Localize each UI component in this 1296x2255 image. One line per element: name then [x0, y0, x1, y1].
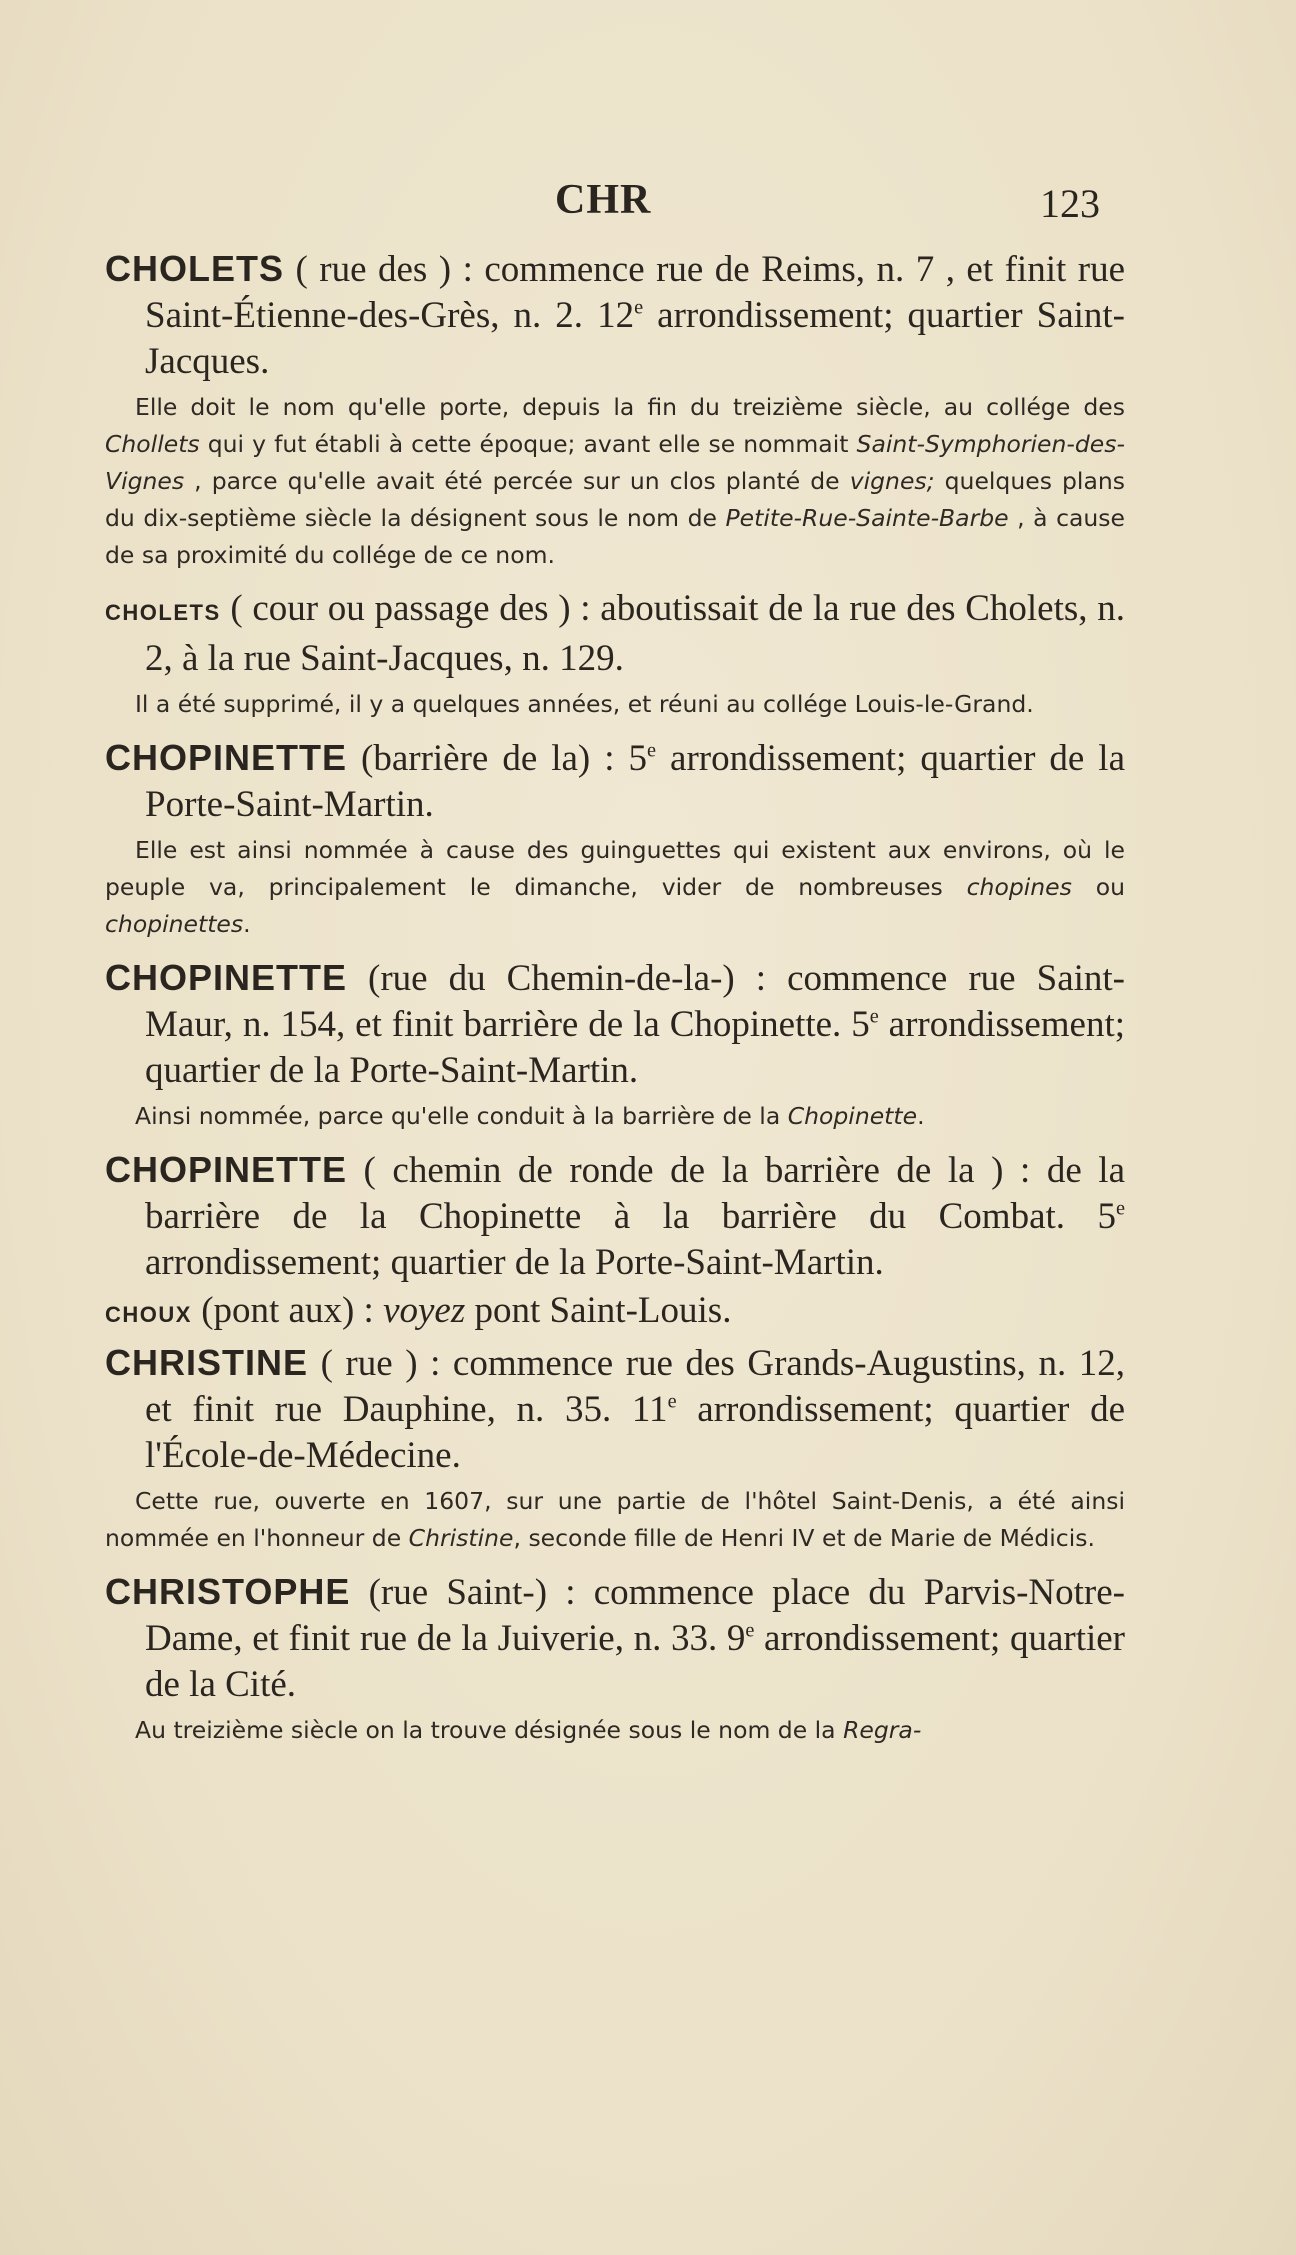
- headword: CHRISTOPHE: [105, 1571, 351, 1612]
- superscript: e: [745, 1619, 755, 1642]
- note-text: .: [917, 1102, 925, 1130]
- entry-cholets-cour: [105, 586, 1125, 723]
- note-italic: chopines: [966, 873, 1072, 901]
- note-text: , à cause de sa proximité du collége de ce nom.: [105, 504, 1126, 569]
- cross-reference: voyez: [383, 1290, 466, 1331]
- note-italic: Chollets: [105, 430, 200, 458]
- headword: CHRISTINE: [105, 1342, 309, 1383]
- page-header: [0, 176, 1296, 226]
- note-text: Au treizième siècle on la trouve désignée sous le nom de la: [135, 1716, 844, 1744]
- note-text: ou: [1071, 873, 1125, 901]
- running-head: CHR: [555, 177, 652, 223]
- entry-text: ( rue ) : commence rue des Grands-Augustins, n. 12, et finit rue Dauphine, n. 35. 11: [145, 1343, 1125, 1430]
- note-italic: Petite-Rue-Sainte-Barbe: [725, 504, 1009, 532]
- superscript: e: [869, 1005, 879, 1028]
- entry-christophe: [105, 1569, 1125, 1749]
- entry-main-text: [105, 1147, 1125, 1286]
- entry-choux: [105, 1288, 1125, 1338]
- headword: CHOPINETTE: [105, 737, 348, 778]
- entry-text: pont Saint-Louis.: [465, 1290, 732, 1331]
- entry-note: [105, 1098, 1125, 1135]
- page-number: 123: [1040, 181, 1100, 226]
- entry-main-text: [105, 955, 1125, 1094]
- entry-text: arrondissement; quartier de la Porte-Saint-Martin.: [145, 1242, 884, 1283]
- entry-main-text: [105, 586, 1125, 682]
- headword: CHOLETS: [105, 600, 221, 625]
- superscript: e: [647, 739, 657, 762]
- dictionary-entries: [105, 246, 1125, 1761]
- note-text: , seconde fille de Henri IV et de Marie de Médicis.: [513, 1524, 1095, 1552]
- note-italic: Chopinette: [787, 1102, 918, 1130]
- entry-note: [105, 1483, 1125, 1557]
- entry-text: ( rue des ) : commence rue de Reims, n. 7 , et finit rue Saint-Étienne-des-Grès, n. 2. 12: [145, 249, 1125, 336]
- superscript: e: [667, 1390, 677, 1413]
- entry-text: (rue du Chemin-de-la-) : commence rue Saint-Maur, n. 154, et finit barrière de la Chopinette. 5: [145, 958, 1125, 1045]
- entry-text: arrondissement; quartier de la Porte-Saint-Martin.: [145, 1004, 1126, 1091]
- entry-text: arrondissement; quartier de l'École-de-Médecine.: [145, 1389, 1126, 1476]
- note-italic: Saint-Symphorien-des-Vignes: [105, 430, 1125, 495]
- note-italic: Regra-: [843, 1716, 922, 1744]
- entry-text: (barrière de la) : 5: [347, 738, 648, 779]
- entry-text: (pont aux) :: [191, 1290, 384, 1331]
- entry-note: [105, 389, 1125, 574]
- superscript: e: [1115, 1197, 1125, 1220]
- headword: CHOPINETTE: [105, 1149, 348, 1190]
- superscript: e: [634, 296, 644, 319]
- entry-chopinette-rue: [105, 955, 1125, 1135]
- entry-text: arrondissement; quartier de la Porte-Saint-Martin.: [145, 738, 1125, 825]
- note-text: Cette rue, ouverte en 1607, sur une partie de l'hôtel Saint-Denis, a été ainsi nommée en l'honneur de: [105, 1487, 1125, 1552]
- note-text: Elle est ainsi nommée à cause des guinguettes qui existent aux environs, où le peuple va, principalement le dimanche, vider de nombreuses: [105, 836, 1125, 901]
- note-text: Elle doit le nom qu'elle porte, depuis la fin du treizième siècle, au collége des: [135, 393, 1125, 421]
- note-text: , parce qu'elle avait été percée sur un clos planté de: [184, 467, 850, 495]
- entry-text: ( chemin de ronde de la barrière de la ) : de la barrière de la Chopinette à la barrière du Combat. 5: [145, 1150, 1125, 1237]
- entry-main-text: [105, 735, 1125, 828]
- entry-main-text: [105, 1569, 1125, 1708]
- entry-text: ( cour ou passage des ) : aboutissait de la rue des Cholets, n. 2, à la rue Saint-Jacques, n. 129.: [145, 588, 1125, 679]
- entry-text: (rue Saint-) : commence place du Parvis-Notre-Dame, et finit rue de la Juiverie, n. 33. 9: [145, 1572, 1125, 1659]
- entry-note: [105, 1712, 1125, 1749]
- entry-main-text: [105, 1340, 1125, 1479]
- entry-text: arrondissement; quartier Saint-Jacques.: [145, 295, 1125, 382]
- note-italic: vignes;: [849, 467, 935, 495]
- entry-main-text: [105, 246, 1125, 385]
- headword: CHOPINETTE: [105, 957, 348, 998]
- entry-cholets-rue: [105, 246, 1125, 574]
- entry-christine: [105, 1340, 1125, 1557]
- note-text: .: [243, 910, 251, 938]
- entry-note: Il a été supprimé, il y a quelques années, et réuni au collége Louis-le-Grand.: [135, 690, 1034, 718]
- note-text: qui y fut établi à cette époque; avant elle se nommait: [199, 430, 857, 458]
- entry-chopinette-barriere: [105, 735, 1125, 943]
- headword: CHOUX: [105, 1302, 192, 1327]
- note-italic: Christine: [408, 1524, 514, 1552]
- headword: CHOLETS: [105, 248, 285, 289]
- note-italic: chopinettes: [105, 910, 244, 938]
- entry-text: arrondissement; quartier de la Cité.: [145, 1618, 1126, 1705]
- entry-main-text: [105, 1288, 1125, 1338]
- note-text: quelques plans du dix-septième siècle la désignent sous le nom de: [105, 467, 1125, 532]
- entry-note: [105, 832, 1125, 943]
- note-text: Ainsi nommée, parce qu'elle conduit à la barrière de la: [135, 1102, 788, 1130]
- entry-chopinette-chemin: [105, 1147, 1125, 1286]
